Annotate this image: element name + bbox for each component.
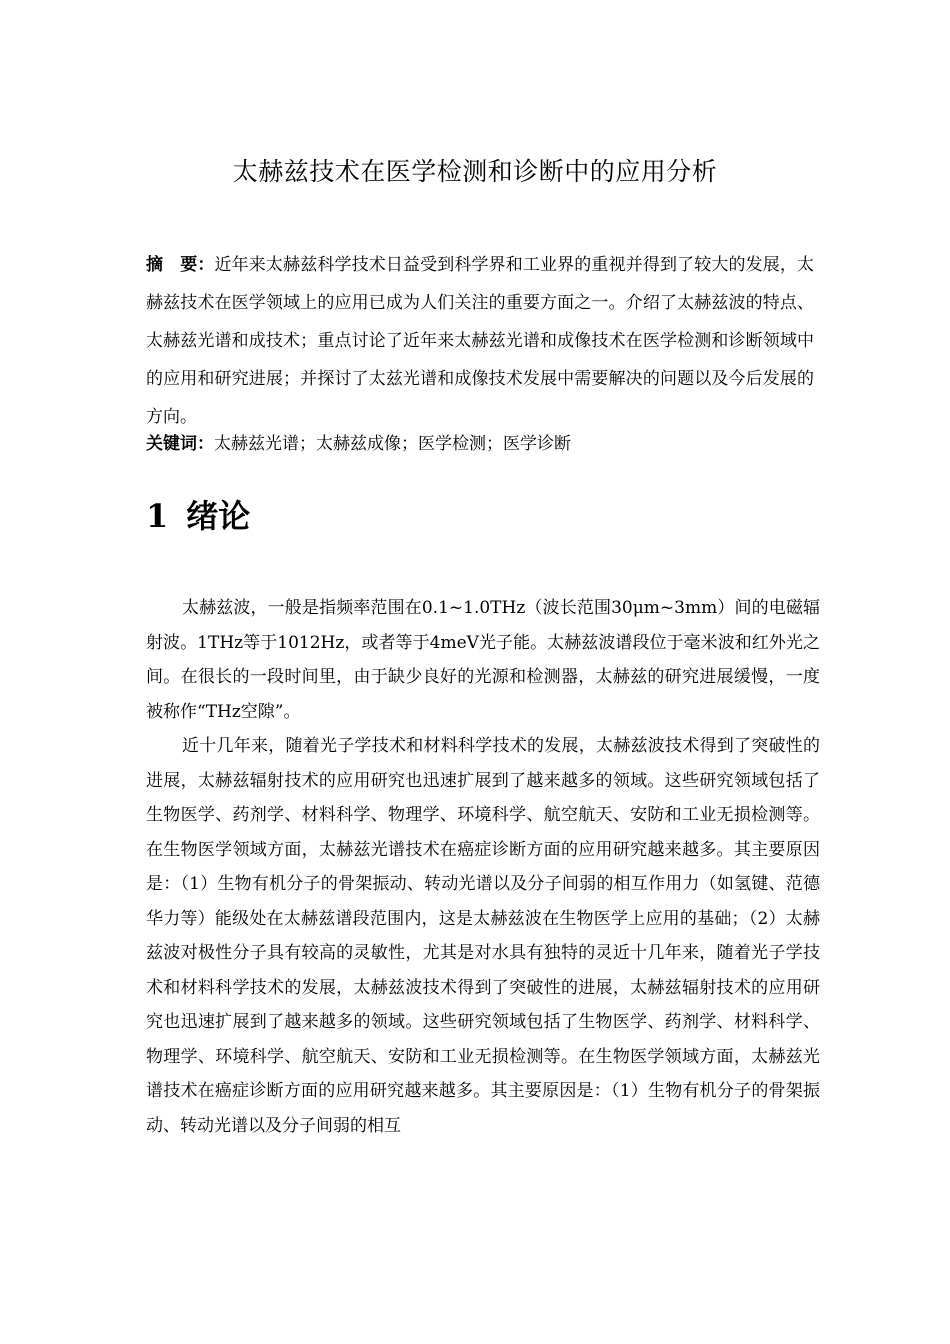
section-title: 绪论	[186, 497, 251, 535]
keywords-label: 关键词：	[146, 434, 214, 454]
body-paragraph: 近十几年来，随着光子学技术和材料科学技术的发展，太赫兹波技术得到了突破性的进展，太赫兹辐射技术的应用研究也迅速扩展到了越来越多的领域。这些研究领域包括了生物医学、药剂学、材料科学、物理学、环境科学、航空航天、安防和工业无损检测等。在生物医学领域方面，太赫兹光谱技术在癌症诊断方面的应用研究越来越多。其主要原因是：（1）生物有机分子的骨架振动、转动光谱以及分子间弱的相互作用力（如氢键、范德华力等）能级处在太赫兹谱段范围内，这是太赫兹波在生物医学上应用的基础；（2）太赫兹波对极性分子具有较高的灵敏性，尤其是对水具有独特的灵近十几年来，随着光子学技术和材料科学技术的发展，太赫兹波技术得到了突破性的进展，太赫兹辐射技术的应用研究也迅速扩展到了越来越多的领域。这些研究领域包括了生物医学、药剂学、材料科学、物理学、环境科学、航空航天、安防和工业无损检测等。在生物医学领域方面，太赫兹光谱技术在癌症诊断方面的应用研究越来越多。其主要原因是：（1）生物有机分子的骨架振动、转动光谱以及分子间弱的相互	[146, 736, 820, 1136]
abstract-text: 近年来太赫兹科学技术日益受到科学界和工业界的重视并得到了较大的发展，太赫兹技术在医学领域上的应用已成为人们关注的重要方面之一。介绍了太赫兹波的特点、太赫兹光谱和成技术；重点讨论了近年来太赫兹光谱和成像技术在医学检测和诊断领域中的应用和研究进展；并探讨了太兹光谱和成像技术发展中需要解决的问题以及今后发展的方向。	[146, 255, 815, 427]
abstract-label: 摘 要：	[146, 255, 215, 275]
section-number: 1	[146, 497, 169, 535]
section-heading	[146, 494, 250, 538]
keywords-block	[146, 429, 814, 459]
keywords-text: 太赫兹光谱；太赫兹成像；医学检测；医学诊断	[214, 434, 571, 454]
document-title: 太赫兹技术在医学检测和诊断中的应用分析	[232, 157, 718, 186]
body-paragraph: 太赫兹波，一般是指频率范围在0.1~1.0THz（波长范围30μm~3mm）间的电磁辐射波。1THz等于1012Hz，或者等于4meV光子能。太赫兹波谱段位于毫米波和红外光之间。在很长的一段时间里，由于缺少良好的光源和检测器，太赫兹的研究进展缓慢，一度被称作“THz空隙”。	[146, 598, 820, 722]
abstract-block	[146, 246, 814, 436]
section-body	[146, 591, 820, 1143]
